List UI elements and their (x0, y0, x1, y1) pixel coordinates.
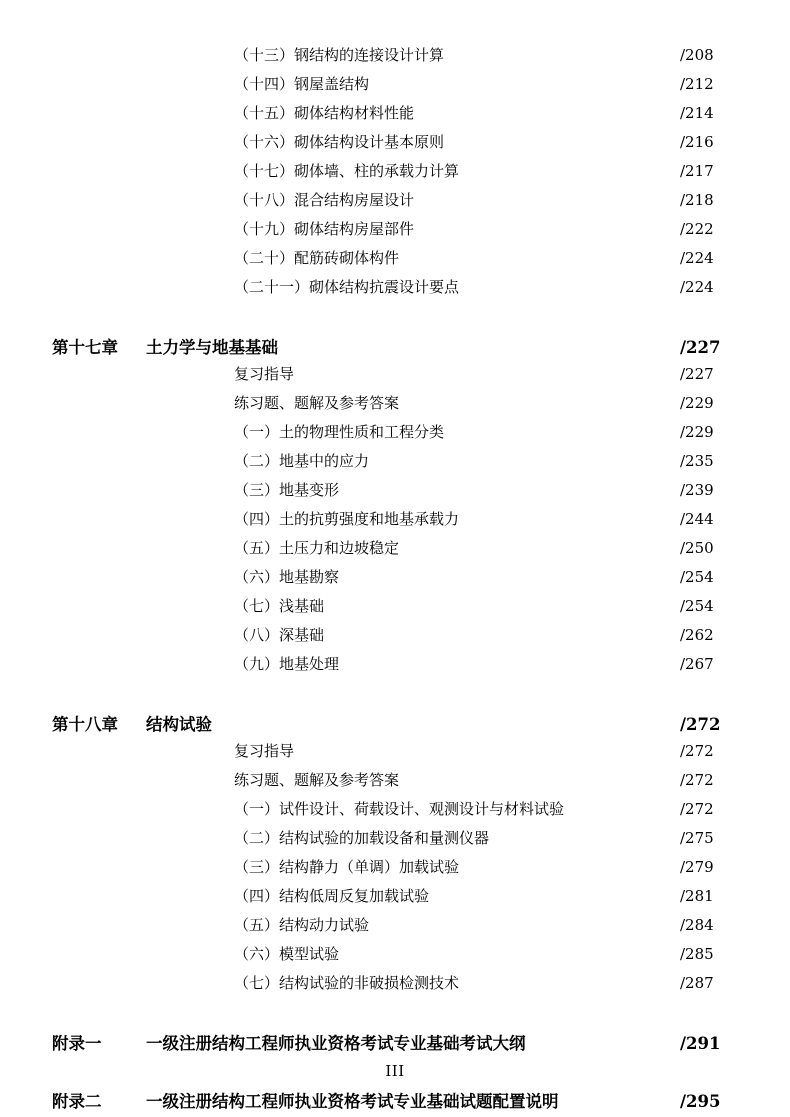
toc-entry-title[interactable]: 结构试验 (146, 715, 212, 734)
toc-row[interactable] (52, 334, 738, 363)
toc-entry-page[interactable]: /272 (680, 800, 714, 818)
row-spacer (52, 1001, 738, 1030)
toc-entry-page[interactable]: /229 (680, 423, 714, 441)
row-spacer (52, 682, 738, 711)
toc-chapter-label (52, 131, 142, 160)
toc-row[interactable] (52, 131, 738, 160)
toc-entry-page[interactable]: /272 (680, 742, 714, 760)
toc-row[interactable] (52, 537, 738, 566)
toc-entry-page[interactable]: /229 (680, 394, 714, 412)
toc-entry-title[interactable]: （九）地基处理 (234, 655, 340, 673)
toc-entry-page[interactable]: /284 (680, 916, 714, 934)
toc-entry-title[interactable]: （三）地基变形 (234, 481, 340, 499)
toc-entry-title[interactable]: （二）结构试验的加载设备和量测仪器 (234, 829, 490, 847)
toc-chapter-label (52, 44, 142, 73)
toc-chapter-label (52, 885, 142, 914)
toc-entry-title[interactable]: 土力学与地基基础 (146, 338, 278, 357)
toc-entry-title[interactable]: （一）试件设计、荷载设计、观测设计与材料试验 (234, 800, 565, 818)
toc-chapter-label (52, 189, 142, 218)
toc-row[interactable] (52, 479, 738, 508)
row-spacer-cell (52, 305, 738, 334)
toc-entry-page[interactable]: /227 (680, 338, 721, 357)
toc-chapter-label (52, 566, 142, 595)
toc-chapter-label (52, 102, 142, 131)
toc-row[interactable] (52, 218, 738, 247)
toc-row[interactable] (52, 653, 738, 682)
toc-entry-page[interactable]: /267 (680, 655, 714, 673)
toc-row[interactable] (52, 1030, 738, 1059)
toc-entry-page[interactable]: /224 (680, 278, 714, 296)
toc-chapter-label: 附录二 (52, 1092, 102, 1111)
toc-row[interactable] (52, 189, 738, 218)
toc-entry-page[interactable]: /295 (680, 1092, 721, 1111)
toc-entry-page[interactable]: /262 (680, 626, 714, 644)
toc-entry-title[interactable]: （七）结构试验的非破损检测技术 (234, 974, 460, 992)
toc-entry-page[interactable]: /285 (680, 945, 714, 963)
toc-chapter-label (52, 508, 142, 537)
toc-entry-page[interactable]: /272 (680, 715, 721, 734)
toc-row[interactable] (52, 566, 738, 595)
toc-row[interactable] (52, 885, 738, 914)
toc-chapter-label (52, 479, 142, 508)
toc-row[interactable] (52, 740, 738, 769)
toc-chapter-label: 第十七章 (52, 338, 118, 357)
toc-entry-title[interactable]: （十四）钢屋盖结构 (234, 75, 370, 93)
toc-row[interactable] (52, 943, 738, 972)
toc-entry-page[interactable]: /224 (680, 249, 714, 267)
toc-entry-title[interactable]: （二十）配筋砖砌体构件 (234, 249, 400, 267)
toc-entry-title[interactable]: （一）土的物理性质和工程分类 (234, 423, 445, 441)
toc-chapter-label (52, 769, 142, 798)
toc-chapter-label (52, 856, 142, 885)
toc-row[interactable] (52, 73, 738, 102)
toc-entry-title[interactable]: （十八）混合结构房屋设计 (234, 191, 415, 209)
toc-row[interactable] (52, 508, 738, 537)
toc-chapter-label (52, 798, 142, 827)
toc-chapter-label (52, 653, 142, 682)
toc-entry-title[interactable]: （四）土的抗剪强度和地基承载力 (234, 510, 460, 528)
toc-entry-page[interactable]: /208 (680, 46, 714, 64)
toc-row[interactable] (52, 624, 738, 653)
toc-entry-title[interactable]: （四）结构低周反复加载试验 (234, 887, 430, 905)
toc-chapter-label (52, 914, 142, 943)
toc-chapter-label (52, 247, 142, 276)
toc-row[interactable] (52, 450, 738, 479)
toc-chapter-label (52, 943, 142, 972)
toc-row[interactable] (52, 595, 738, 624)
toc-row[interactable] (52, 798, 738, 827)
toc-chapter-label (52, 73, 142, 102)
toc-entry-page[interactable]: /217 (680, 162, 714, 180)
toc-chapter-label (52, 740, 142, 769)
toc-entry-title[interactable]: 一级注册结构工程师执业资格考试专业基础考试大纲 (146, 1034, 526, 1053)
toc-entry-page[interactable]: /291 (680, 1034, 721, 1053)
toc-entry-title[interactable]: （十五）砌体结构材料性能 (234, 104, 415, 122)
toc-entry-page[interactable]: /222 (680, 220, 714, 238)
toc-entry-page[interactable]: /218 (680, 191, 714, 209)
toc-chapter-label (52, 392, 142, 421)
toc-entry-page[interactable]: /281 (680, 887, 714, 905)
toc-row[interactable] (52, 972, 738, 1001)
toc-row[interactable] (52, 276, 738, 305)
row-spacer-cell (52, 1001, 738, 1030)
toc-entry-title[interactable]: （七）浅基础 (234, 597, 325, 615)
toc-entry-title[interactable]: （五）结构动力试验 (234, 916, 370, 934)
toc-chapter-label (52, 624, 142, 653)
toc-chapter-label: 第十八章 (52, 715, 118, 734)
toc-chapter-label (52, 595, 142, 624)
toc-row[interactable] (52, 711, 738, 740)
toc-entry-page[interactable]: /272 (680, 771, 714, 789)
toc-entry-title[interactable]: （二十一）砌体结构抗震设计要点 (234, 278, 460, 296)
toc-entry-page[interactable]: /214 (680, 104, 714, 122)
toc-row[interactable] (52, 392, 738, 421)
toc-row[interactable] (52, 421, 738, 450)
toc-entry-title[interactable]: 练习题、题解及参考答案 (234, 771, 400, 789)
toc-entry-title[interactable]: （六）模型试验 (234, 945, 340, 963)
toc-row[interactable] (52, 44, 738, 73)
toc-chapter-label (52, 972, 142, 1001)
toc-chapter-label (52, 450, 142, 479)
toc-row[interactable] (52, 363, 738, 392)
toc-row[interactable] (52, 856, 738, 885)
toc-entry-title[interactable]: 一级注册结构工程师执业资格考试专业基础试题配置说明 (146, 1092, 559, 1111)
table-of-contents (52, 44, 738, 1117)
toc-row[interactable] (52, 1088, 738, 1117)
toc-entry-page[interactable]: /254 (680, 568, 714, 586)
toc-row[interactable] (52, 914, 738, 943)
toc-entry-page[interactable]: /235 (680, 452, 714, 470)
toc-chapter-label (52, 421, 142, 450)
toc-entry-title[interactable]: （二）地基中的应力 (234, 452, 370, 470)
toc-entry-page[interactable]: /227 (680, 365, 714, 383)
toc-entry-page[interactable]: /244 (680, 510, 714, 528)
toc-entry-page[interactable]: /279 (680, 858, 714, 876)
toc-entry-page[interactable]: /212 (680, 75, 714, 93)
toc-entry-title[interactable]: 练习题、题解及参考答案 (234, 394, 400, 412)
toc-entry-title[interactable]: 复习指导 (234, 365, 295, 383)
toc-entry-title[interactable]: （八）深基础 (234, 626, 325, 644)
toc-row[interactable] (52, 769, 738, 798)
toc-entry-title[interactable]: 复习指导 (234, 742, 295, 760)
toc-entry-title[interactable]: （五）土压力和边坡稳定 (234, 539, 400, 557)
toc-chapter-label (52, 276, 142, 305)
toc-entry-title[interactable]: （十六）砌体结构设计基本原则 (234, 133, 445, 151)
toc-row[interactable] (52, 102, 738, 131)
toc-entry-title[interactable]: （十三）钢结构的连接设计计算 (234, 46, 445, 64)
row-spacer (52, 305, 738, 334)
toc-chapter-label (52, 537, 142, 566)
toc-entry-title[interactable]: （十九）砌体结构房屋部件 (234, 220, 415, 238)
row-spacer-cell (52, 682, 738, 711)
toc-row[interactable] (52, 160, 738, 189)
toc-entry-page[interactable]: /250 (680, 539, 714, 557)
toc-row[interactable] (52, 827, 738, 856)
toc-entry-page[interactable]: /216 (680, 133, 714, 151)
toc-entry-title[interactable]: （三）结构静力（单调）加载试验 (234, 858, 460, 876)
toc-entry-page[interactable]: /239 (680, 481, 714, 499)
toc-row[interactable] (52, 247, 738, 276)
toc-chapter-label: 附录一 (52, 1034, 102, 1053)
toc-entry-title[interactable]: （六）地基勘察 (234, 568, 340, 586)
toc-chapter-label (52, 827, 142, 856)
toc-entry-page[interactable]: /254 (680, 597, 714, 615)
toc-chapter-label (52, 160, 142, 189)
toc-entry-page[interactable]: /287 (680, 974, 714, 992)
toc-entry-title[interactable]: （十七）砌体墙、柱的承载力计算 (234, 162, 460, 180)
toc-entry-page[interactable]: /275 (680, 829, 714, 847)
page-folio: III (385, 1062, 405, 1080)
toc-chapter-label (52, 363, 142, 392)
toc-chapter-label (52, 218, 142, 247)
